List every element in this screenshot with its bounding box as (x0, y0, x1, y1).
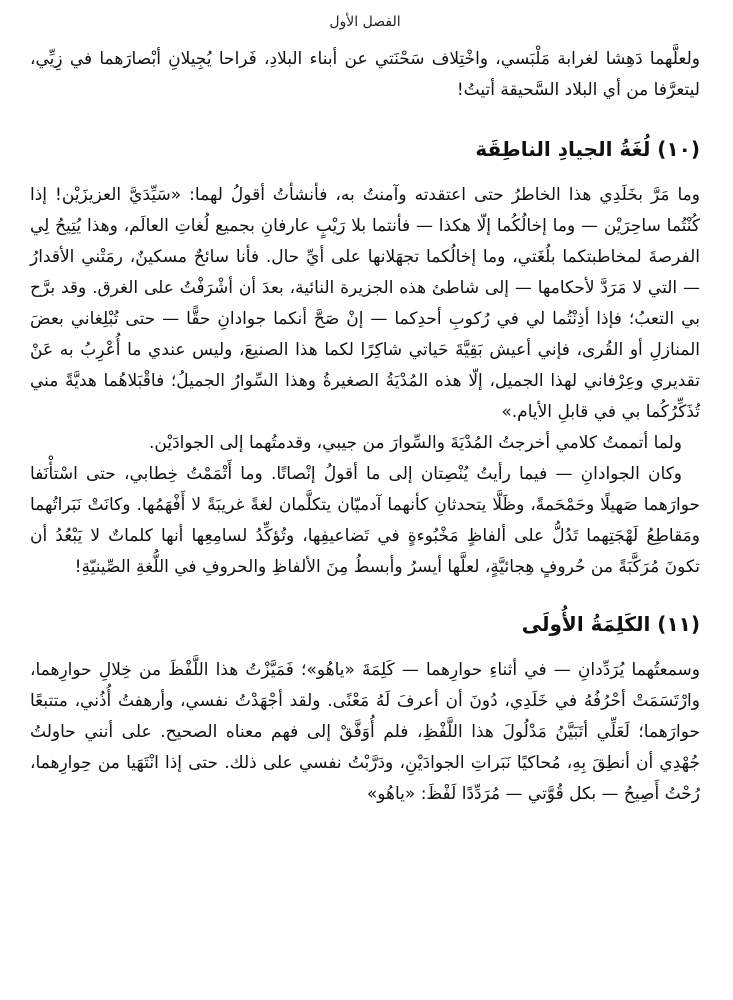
intro-paragraph: ولعلَّهما دَهِشا لغرابة مَلْبَسي، واخْتِلاف سَحْنَتي عن أبناء البلادِ، فَراحا يُجِيلانِ أبْصارَهما في زِيِّي، ليتعرَّفا من أي البلاد السَّحيقة أتيتُ! (30, 49, 700, 100)
paragraph: وما مَرَّ بخَلَدِي هذا الخاطرُ حتى اعتقدته وآمنتُ به، فأنشأتُ أقولُ لهما: «سَيِّدَيَّ العزيزَيْن! إذا كُنْتُما ساحِرَيْن — وما إخالُكُما إلّا هكذا — فأنتما بلا رَيْبٍ عارفانِ بجميع لُغاتِ العالَم، وهذا يُتِيحُ لِي الفرصةَ لمخاطبتكما بلُغَتي، وما إخالُكما تجهَلانها على أيِّ حال. فأنا سائحٌ مسكينٌ، رمَتْني الأقدارُ — التي لا مَرَدَّ لأحكامها — إلى شاطئ هذه الجزيرة النائية، بعدَ أن أشْرَفْتُ على الغرق. وقد برَّح بي التعبُ؛ فإذا أذِنْتُما لي في رُكوبِ أحدِكما — إنْ صَحَّ أنكما جوادانِ حقًّا — حتى تُبْلِغاني بعضَ المنازلِ أو القُرى، فإني أعيش بَقِيَّةَ حَياتي شاكِرًا لكما هذا الصنيعَ، وليس عندي ما أُعْرِبُ به عَنْ تقديري وعِرْفاني لهذا الجميل، إلّا هذه المُدْيَةُ الصغيرةُ وهذا السِّوارُ الجميلُ؛ فاقْبَلاهُما هديَّةً مني تُذَكِّرُكُما بي في قابلِ الأيام.» (30, 185, 700, 422)
section-heading: (١١) الكَلِمَةُ الأُولَى (521, 612, 700, 636)
paragraph: ولما أتممتُ كلامي أخرجتُ المُدْيَةَ والسِّوارَ من جيبي، وقدمتُهما إلى الجوادَيْن. (149, 433, 682, 453)
running-header: الفصل الأول (329, 14, 401, 30)
paragraph: وكان الجوادانِ — فيما رأيتُ يُنْصِتان إلى ما أقولُ إنْصاتًا. وما أَتْمَمْتُ خِطابي، حتى اسْتأْنَفا حوارَهما صَهيلًا وحَمْحَمةً، وظَلَّا يتحدثانِ كأنهما آدميّان يتكلَّمان لغةً غريبَةً لا أَفْهَمُها. وكانَتْ نَبَراتُهما ومَقاطِعُ لَهْجَتِهما تَدُلُّ على ألفاظٍ مَخْبُوءةٍ في تَضاعيفِها، وتُؤكِّدُ لسامِعِها أنها كلماتٌ لا يَبْعُدُ أن تكونَ مُرَكَّبَةً من حُروفٍ هِجائيَّةٍ، لعلَّها أيسرُ وأبسطُ مِنَ الألفاظِ والحروفِ في اللُّغةِ الصِّينيّةِ! (30, 464, 700, 577)
section-heading: (١٠) لُغَةُ الجيادِ الناطِقَة (475, 137, 700, 161)
paragraph: وسمعتُهما يُرَدِّدانِ — في أثناءِ حوارِهما — كَلِمَةَ «ياهُو»؛ فَمَيَّزْتُ هذا اللَّفْظَ من خِلالِ حوارِهما، وارْتَسَمَتْ أحْرُفُهُ في خَلَدِي، دُونَ أن أعرفَ لَهُ مَعْنًى. ولقد أجْهَدْتُ نفسي، وأرهفتُ أُذُني، متتبعًا حوارَهما؛ لَعَلِّي أتَبَيَّنُ مَدْلُولَ هذا اللَّفْظِ، فلم أُوَفَّقْ إلى فهم معناه الصحيح. على أنني حاولتُ جُهْدِي أن أنطِقَ بِهِ، مُحاكيًا نَبَراتِ الجوادَيْنِ، ودَرَّبْتُ نفسي على ذلك. حتى إذا انْتَهَيا من حِوارِهما، رُحْتُ أَصِيحُ — بكل قُوَّتي — مُرَدِّدًا لَفْظَ: «ياهُو» (30, 660, 700, 804)
section-11 (30, 609, 700, 810)
section-10 (30, 134, 700, 583)
